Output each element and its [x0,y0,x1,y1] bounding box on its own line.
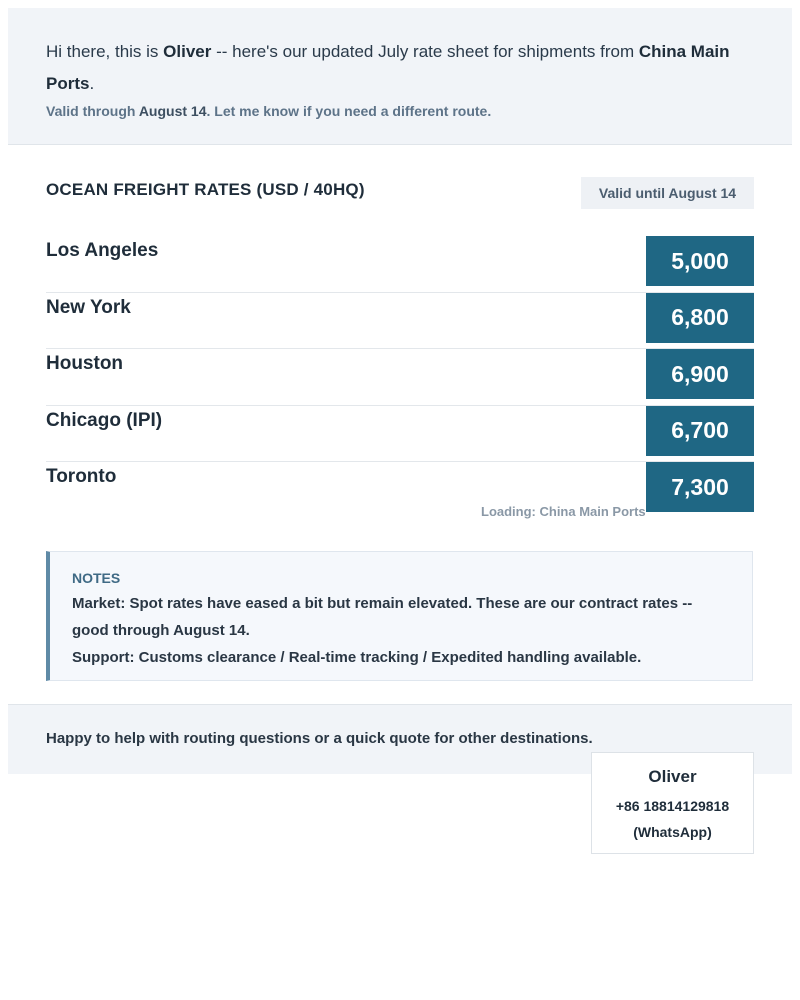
loading-port-note: Loading: China Main Ports [481,504,646,519]
rate-destination: Toronto [46,466,117,488]
notes-box [46,551,753,681]
signature-phone[interactable]: +86 18814129818 [615,798,730,814]
rate-destination: New York [46,296,131,318]
sender-name: Oliver [163,42,212,61]
signature-name: Oliver [648,767,697,786]
rate-row [46,462,754,518]
intro-end: . [89,74,95,93]
email-wrapper [8,8,792,145]
rate-destination: Houston [46,353,124,375]
origin-ports: China Main Ports [46,42,730,93]
validity-date: August 14 [138,103,207,119]
rate-row [46,236,754,293]
notes-title: NOTES [72,570,121,586]
rate-row [46,293,754,350]
intro-text [46,36,746,100]
valid-until-badge: Valid until August 14 [581,177,754,209]
rate-destination: Los Angeles [46,240,159,261]
rate-price: 5,000 [646,236,754,286]
notes-market: Market: Spot rates have eased a bit but remain elevated. These are our contract rates -- good through August 14. [72,595,693,639]
rates-table [46,236,754,518]
intro-mid: -- here's our updated July rate sheet for shipments from [211,42,639,61]
rate-price: 6,900 [646,349,754,399]
signature-card [591,752,754,854]
footer-text: Happy to help with routing questions or a quick quote for other destinations. [46,730,593,747]
rates-title: OCEAN FREIGHT RATES (USD / 40HQ) [46,180,365,199]
notes-support: Support: Customs clearance / Real-time tracking / Expedited handling available. [72,649,642,666]
signature-channel: (WhatsApp) [633,824,712,840]
validity-suffix: . Let me know if you need a different route. [206,103,492,119]
signature-contact [592,793,753,845]
rate-price: 6,800 [646,293,754,343]
rate-destination: Chicago (IPI) [46,409,163,431]
rate-price: 6,700 [646,406,754,456]
intro-validity [46,103,491,119]
rate-row [46,406,754,463]
notes-body [72,590,702,671]
validity-prefix: Valid through [46,103,139,119]
rate-row [46,349,754,406]
intro-panel [8,8,792,145]
rate-price: 7,300 [646,462,754,512]
intro-greeting: Hi there, this is [46,42,164,61]
